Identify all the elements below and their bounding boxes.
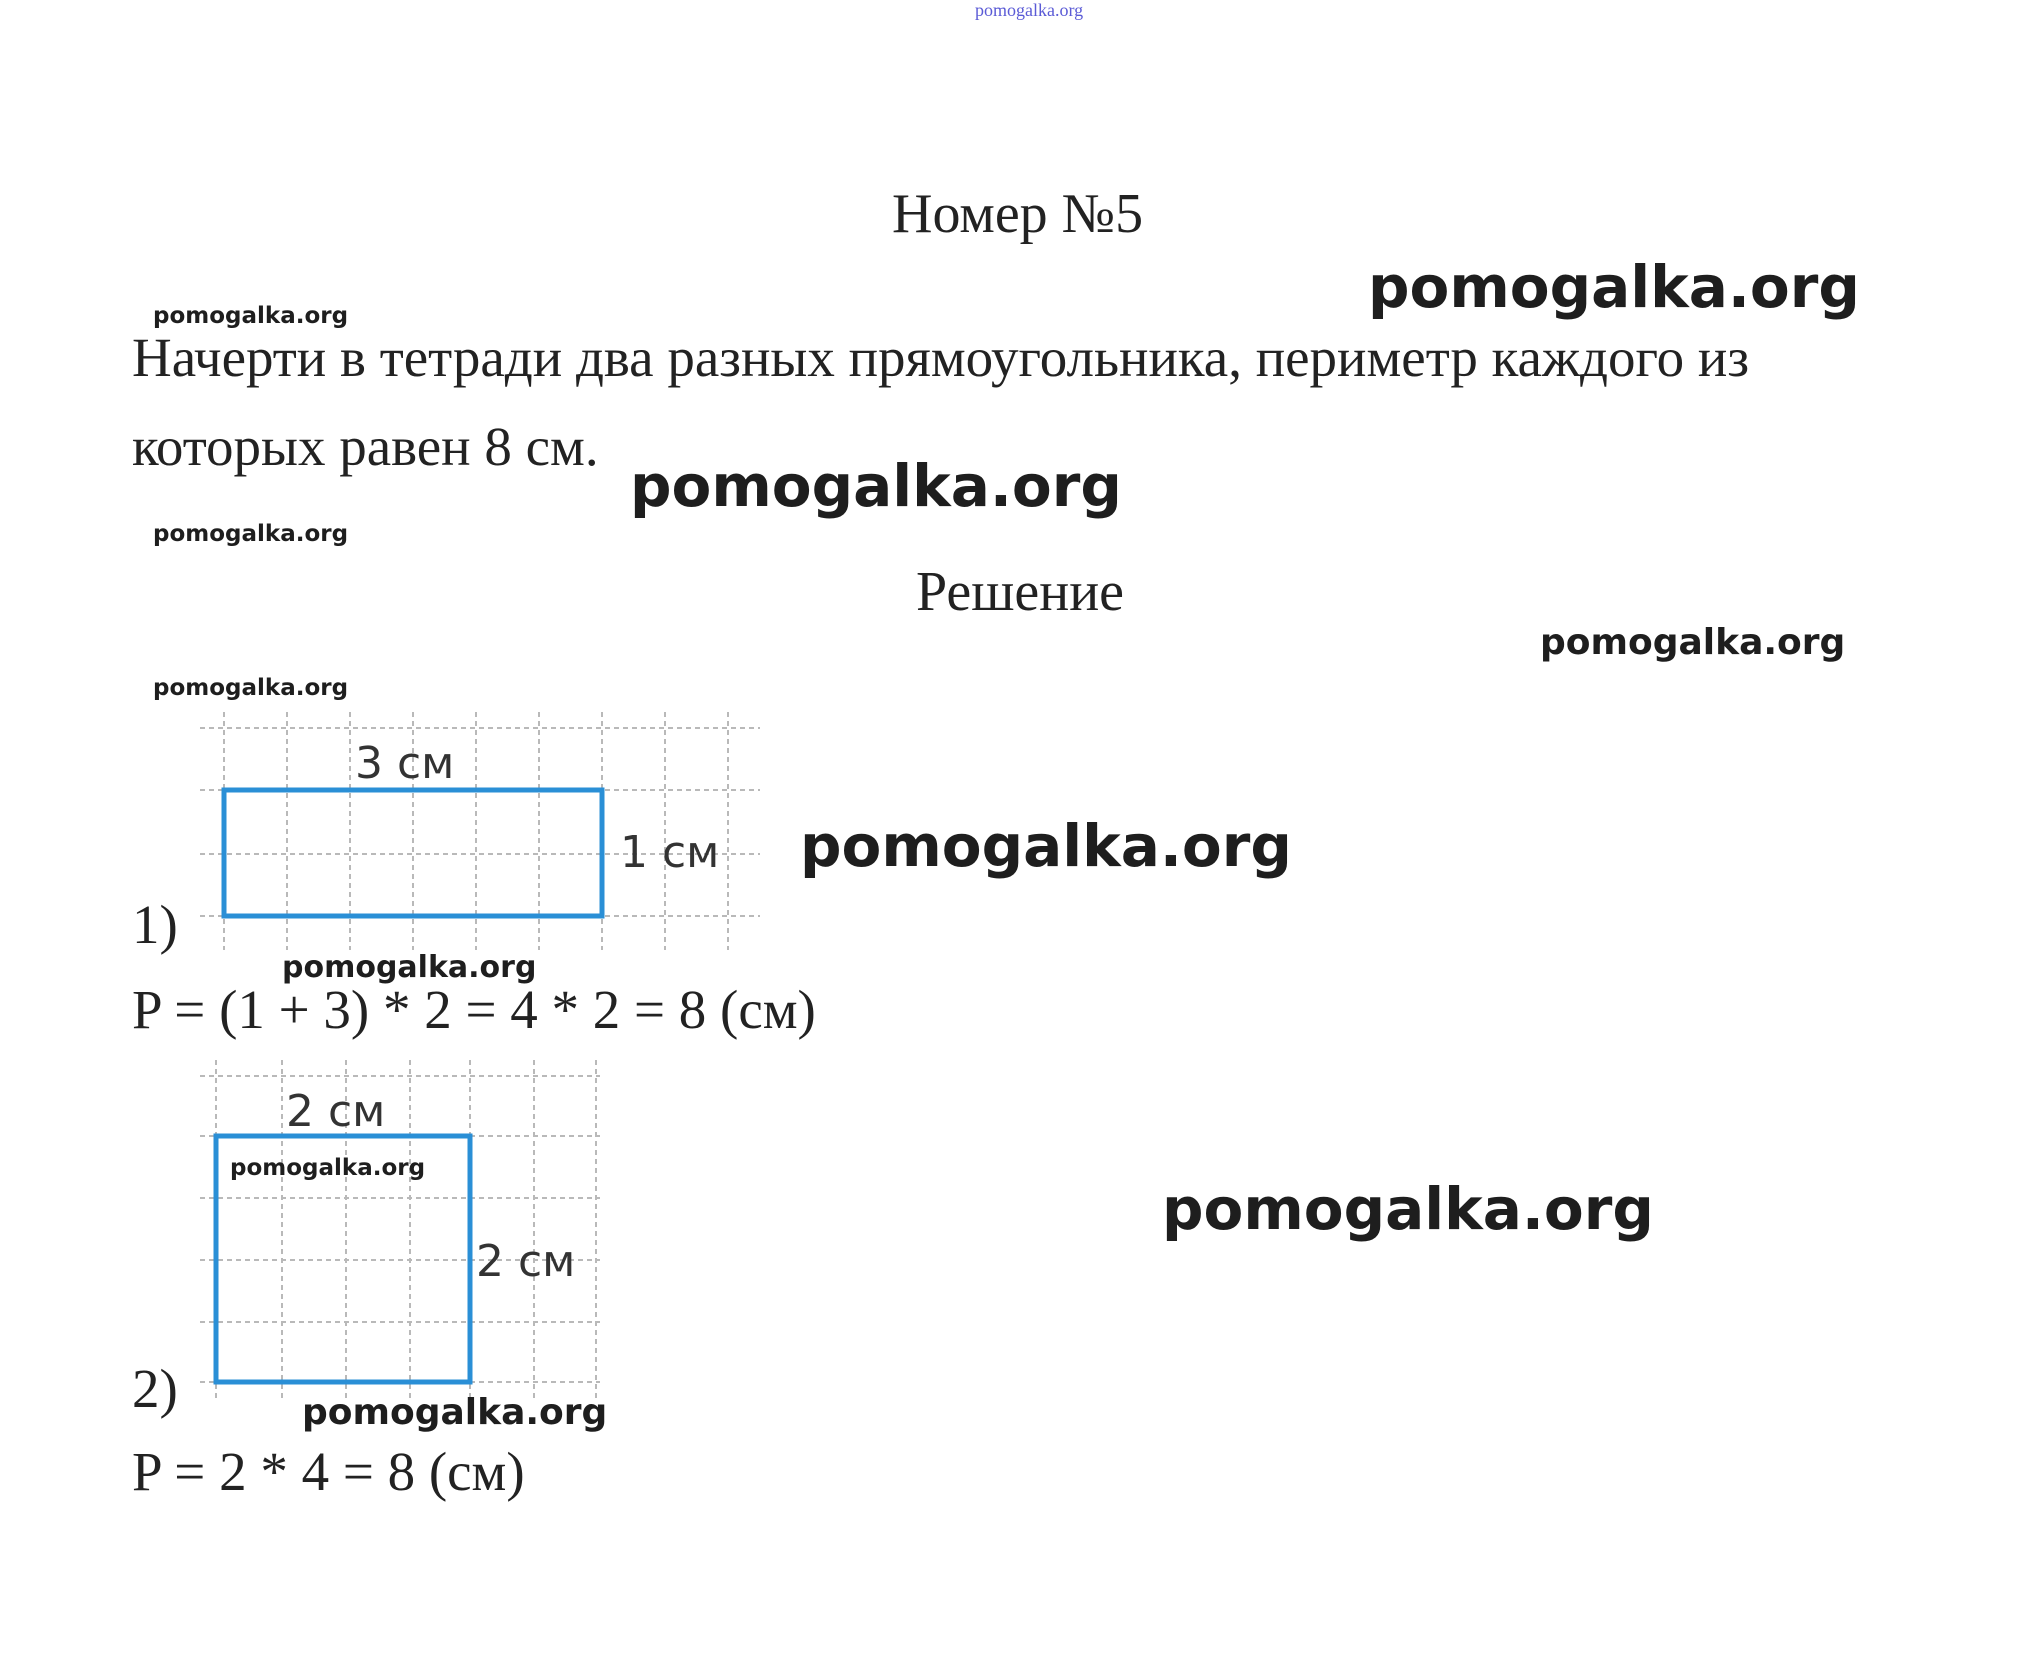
width-label: 3 см [355, 738, 455, 789]
watermark-text: pomogalka.org [1368, 253, 1860, 321]
height-label: 1 см [620, 827, 720, 878]
watermark-text: pomogalka.org [230, 1155, 426, 1181]
watermark-text: pomogalka.org [1540, 622, 1846, 663]
watermark-text: pomogalka.org [153, 675, 349, 701]
figure-2-grid [200, 1060, 620, 1400]
solution-heading: Решение [916, 561, 1125, 623]
task-text-line-1: Начерти в тетради два разных прямоугольника, периметр каждого из [132, 327, 1750, 388]
watermark-text: pomogalka.org [302, 1392, 608, 1433]
figure-2-svg [200, 1060, 620, 1400]
watermark-text: pomogalka.org [153, 521, 349, 547]
figure-2-formula: P = 2 * 4 = 8 (см) [132, 1441, 525, 1502]
page-title: Номер №5 [892, 183, 1144, 245]
figure-2-number: 2) [132, 1358, 178, 1419]
grid-lines [200, 1060, 600, 1400]
watermark-text: pomogalka.org [282, 950, 537, 985]
watermark-text: pomogalka.org [630, 452, 1122, 520]
figure-1-svg [200, 712, 770, 952]
figure-1-number: 1) [132, 894, 178, 955]
top-site-link[interactable]: pomogalka.org [975, 0, 1084, 20]
watermark-text: pomogalka.org [800, 812, 1292, 880]
height-label: 2 см [476, 1236, 576, 1287]
watermark-text: pomogalka.org [153, 303, 349, 329]
figure-1-grid [200, 712, 770, 952]
task-text-line-2: которых равен 8 см. [132, 416, 599, 477]
figure-1-formula: P = (1 + 3) * 2 = 4 * 2 = 8 (см) [132, 979, 816, 1040]
watermark-text: pomogalka.org [1162, 1175, 1654, 1243]
width-label: 2 см [286, 1086, 386, 1137]
